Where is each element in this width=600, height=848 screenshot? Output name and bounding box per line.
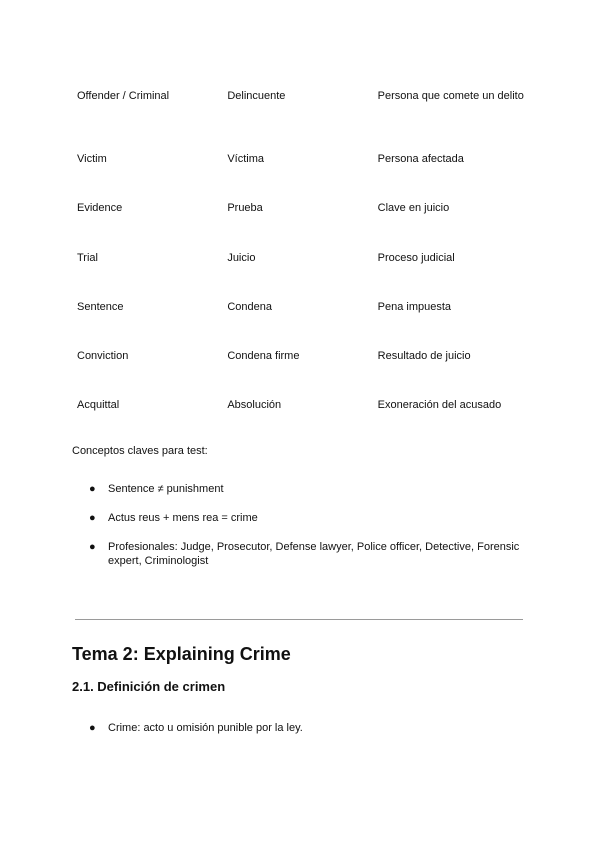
- term-english: Trial: [77, 251, 98, 264]
- term-spanish: Víctima: [227, 153, 264, 165]
- table-row: [72, 72, 532, 135]
- list-item: [72, 511, 532, 525]
- list-item-text: Actus reus + mens rea = crime: [108, 512, 258, 524]
- term-description: Persona afectada: [377, 153, 464, 165]
- subsection-title: 2.1. Definición de crimen: [72, 679, 226, 694]
- term-description: Persona que comete un delito: [377, 90, 524, 102]
- term-spanish: Juicio: [227, 251, 256, 264]
- bullet-icon: ●: [89, 512, 96, 524]
- vocabulary-table: [72, 72, 532, 431]
- term-description: Pena impuesta: [377, 300, 452, 313]
- term-spanish: Delincuente: [227, 90, 286, 102]
- list-item: [72, 482, 532, 496]
- horizontal-divider: [75, 619, 523, 620]
- term-spanish: Condena firme: [227, 350, 300, 363]
- list-item-text: Profesionales: Judge, Prosecutor, Defense lawyer, Police officer, Detective, Forensic expert, Criminologist: [108, 541, 520, 567]
- concepts-heading: Conceptos claves para test:: [72, 445, 208, 457]
- term-english: Offender / Criminal: [77, 90, 170, 102]
- concepts-list: [72, 482, 532, 583]
- term-spanish: Condena: [227, 300, 272, 313]
- term-english: Sentence: [77, 300, 124, 313]
- term-english: Acquittal: [77, 399, 120, 412]
- table-row: [72, 234, 532, 283]
- term-spanish: Prueba: [227, 202, 263, 215]
- term-description: Resultado de juicio: [377, 350, 471, 363]
- table-row: [72, 283, 532, 332]
- table-row: [72, 332, 532, 381]
- term-description: Exoneración del acusado: [377, 399, 502, 412]
- table-row: [72, 381, 532, 430]
- term-spanish: Absolución: [227, 399, 282, 412]
- table-row: [72, 184, 532, 233]
- bullet-icon: ●: [89, 541, 96, 553]
- term-description: Proceso judicial: [377, 251, 455, 264]
- list-item-text: Sentence ≠ punishment: [108, 483, 224, 495]
- term-description: Clave en juicio: [377, 202, 450, 215]
- definition-list: [72, 721, 532, 735]
- term-english: Conviction: [77, 350, 129, 363]
- list-item: [72, 721, 532, 735]
- section-title: Tema 2: Explaining Crime: [72, 644, 291, 664]
- term-english: Victim: [77, 153, 107, 165]
- bullet-icon: ●: [89, 483, 96, 495]
- list-item: [72, 540, 532, 568]
- bullet-icon: ●: [89, 722, 96, 734]
- list-item-text: Crime: acto u omisión punible por la ley.: [108, 722, 303, 734]
- table-row: [72, 135, 532, 184]
- term-english: Evidence: [77, 202, 123, 215]
